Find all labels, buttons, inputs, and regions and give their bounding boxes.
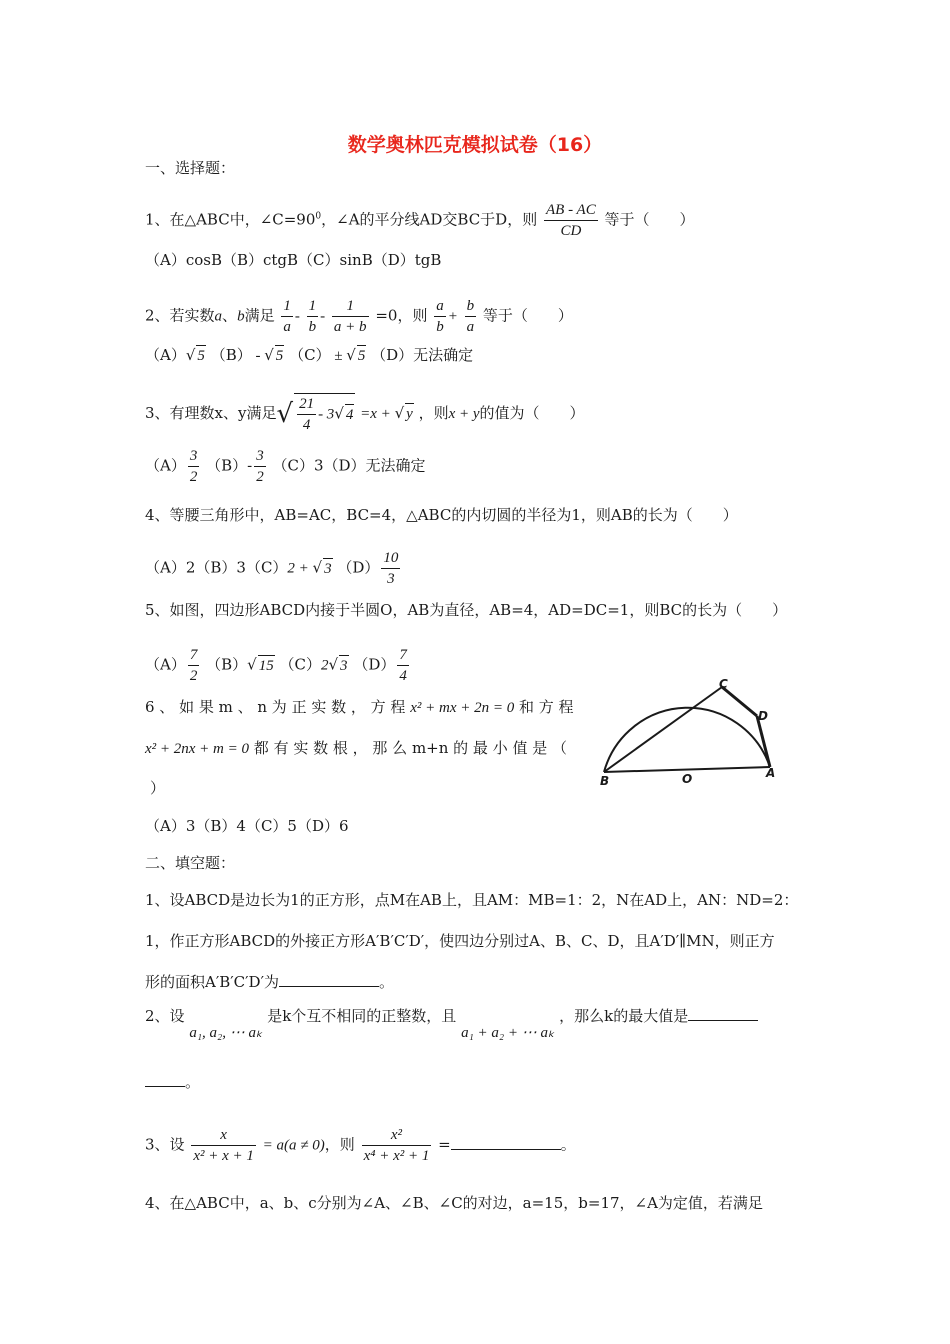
question-4: 4、等腰三角形中，AB=AC，BC=4，△ABC的内切圆的半径为1，则AB的长为（ ）	[145, 506, 738, 524]
f1-l3: 形的面积A′B′C′D′为	[145, 973, 279, 991]
q3-r4: 4	[345, 404, 355, 425]
f3-eq2: =	[438, 1135, 451, 1154]
q2-sep: 、	[222, 306, 238, 325]
question-1	[145, 200, 695, 241]
q5-root-c: 3	[339, 655, 349, 676]
fill-3-blank[interactable]	[451, 1135, 561, 1150]
q3-frac-b: $\frac{3}{2}$	[256, 448, 264, 485]
q2-post: =0，则	[375, 306, 428, 325]
q3-pre: 3、有理数x、y满足	[145, 404, 277, 422]
q2-opt-b: （B）	[210, 346, 252, 364]
q1-fraction	[544, 200, 598, 241]
fill-2-blank-a[interactable]	[688, 1006, 758, 1021]
q1-pre: 1、在△ABC中，∠C=90	[145, 210, 316, 229]
f2-post: ，那么k的最大值是	[559, 1007, 689, 1025]
q2-mid: 满足	[244, 306, 275, 325]
fill-2-cont	[145, 1072, 200, 1092]
q2-frac-ba: $\frac{b}{a}$	[466, 298, 475, 335]
q1-post: 等于（ ）	[604, 210, 695, 229]
fill-2	[145, 1006, 758, 1041]
q2-options: （A）√ 5 （B） - √ 5 （C） ± √ 5 （D）无法确定	[145, 346, 474, 364]
q5-root-b: 15	[258, 655, 275, 676]
q1-deg: 0	[315, 211, 322, 222]
q3-post: ，则	[418, 404, 449, 422]
q2-a: a	[214, 308, 223, 325]
question-3: 3、有理数x、y满足√ $\frac{21}{4}$ - 3√ 4 =x + √ y ，则x + y的值为（ ）	[145, 393, 585, 435]
q5-options: （A） $\frac{7}{2}$ （B）√ 15 （C）2√ 3 （D） $\frac{7}{4}$	[145, 647, 407, 684]
q3-frac-a: $\frac{3}{2}$	[189, 448, 198, 485]
q6-l2: 都 有 实 数 根 ， 那 么 m+n 的 最 小 值 是 （	[253, 739, 568, 757]
f3-pre: 3、设	[145, 1135, 185, 1154]
q5-opt-a: （A）	[145, 655, 186, 674]
f3-mid: ，则	[324, 1135, 355, 1154]
f3-end: 。	[560, 1135, 576, 1154]
label-o: O	[682, 772, 693, 786]
q3-num: 21	[297, 394, 316, 415]
fill-3	[145, 1125, 576, 1166]
fill-1-line-2: 1，作正方形ABCD的外接正方形A′B′C′D′，使四边分别过A、B、C、D，且A′D′∥MN，则正方	[145, 932, 775, 950]
q2-frac-1a: $\frac{1}{a}$	[283, 298, 291, 335]
fill-1-line-3	[145, 972, 394, 992]
q6-l1b: 和 方 程	[519, 698, 574, 716]
chord-bc	[604, 687, 722, 772]
q4-options: （A）2（B）3（C）2 + √ 3 （D） $\frac{10}{3}$	[145, 550, 399, 587]
q6-options: （A）3（B）4（C）5（D）6	[145, 817, 349, 835]
question-6-line-2	[145, 738, 567, 759]
q2-opt-a: （A）	[145, 346, 186, 364]
f2-mid: 是k个互不相同的正整数，且	[267, 1007, 457, 1025]
q4-frac-d: $\frac{10}{3}$	[383, 550, 399, 587]
question-5: 5、如图，四边形ABCD内接于半圆O，AB为直径，AB=4，AD=DC=1，则BC的长为（ ）	[145, 601, 788, 619]
q1-den: CD	[560, 223, 582, 239]
q3-xy: x + y	[448, 406, 480, 422]
q4-opt-abc: （A）2（B）3（C）	[145, 558, 288, 577]
q2-pre: 2、若实数	[145, 306, 215, 325]
choice-heading: 一、选择题：	[145, 159, 236, 177]
q6-eq1: x² + mx + 2n = 0	[410, 700, 515, 716]
q5-opt-c: （C）	[279, 655, 321, 674]
q5-frac-a: $\frac{7}{2}$	[189, 647, 198, 684]
q3-post2: 的值为（ ）	[479, 404, 585, 422]
q6-eq2: x² + 2nx + m = 0	[145, 741, 250, 757]
label-b: B	[600, 774, 610, 788]
q4-c: 2 +	[287, 560, 313, 577]
q2-frac-ab: $\frac{a}{b}$	[436, 298, 444, 335]
q5-c-pre: 2	[320, 657, 329, 674]
f3-frac-2: $\frac{\text{x²}}{\text{x⁴ + x² + 1}}$	[363, 1127, 430, 1164]
q3-den: 4	[302, 417, 311, 433]
q5-opt-b: （B）	[206, 655, 248, 674]
q3-radicand: $\frac{21}{4}$ - 3√ 4	[294, 393, 355, 435]
q6-l1a: 6 、 如 果 m 、 n 为 正 实 数 ， 方 程	[145, 698, 406, 716]
q3-opt-c: （C）3（D）无法确定	[272, 456, 426, 475]
q3-opt-b: （B）-	[206, 456, 253, 475]
q2-frac-1ab: $\frac{1}{a + b}$	[333, 298, 367, 335]
fill-1-blank[interactable]	[279, 972, 379, 987]
q4-opt-d: （D）	[337, 558, 380, 577]
label-a: A	[766, 766, 776, 780]
q5-opt-d: （D）	[353, 655, 396, 674]
question-6-line-1	[145, 697, 574, 718]
q3-opt-a: （A）	[145, 456, 186, 475]
page-title: 数学奥林匹克模拟试卷（16）	[347, 134, 603, 156]
question-2: 2、若实数a、b满足 $\frac{1}{a}$ - $\frac{1}{b}$ - $\frac{1}{a + b}$ =0，则 $\frac{a}{b}$ + $\frac{b}{a}$ 等于（ ）	[145, 298, 573, 335]
q2-root-b: 5	[275, 345, 285, 366]
label-c: C	[719, 677, 728, 691]
q5-frac-d: $\frac{7}{4}$	[399, 647, 407, 684]
chord-cd	[722, 687, 757, 716]
q2-b: b	[237, 308, 245, 325]
q4-root: 3	[323, 558, 333, 579]
semicircle-arc	[604, 708, 770, 772]
chord-da	[757, 716, 770, 767]
q2-opt-d: （D）无法确定	[371, 346, 474, 364]
q3-mid: - 3	[318, 406, 335, 423]
q3-ry: y	[405, 403, 414, 424]
f1-end: 。	[378, 973, 394, 991]
f3-eq: = a(a ≠ 0)	[262, 1137, 325, 1154]
f3-frac-1: $\frac{x}{\text{x² + x + 1}}$	[193, 1127, 254, 1164]
q1-mid: ，∠A的平分线AD交BC于D，则	[321, 210, 538, 229]
q2-post2: 等于（ ）	[482, 306, 573, 325]
q2-root-a: 5	[196, 345, 206, 366]
fill-1-line-1: 1、设ABCD是边长为1的正方形，点M在AB上，且AM：MB=1：2，N在AD上，AN：ND=2：	[145, 891, 799, 909]
f2-seq: a₁, a₂, ⋯ aₖ	[189, 1025, 263, 1041]
semicircle-figure	[592, 676, 792, 788]
q2-root-c: 5	[357, 345, 367, 366]
question-6-line-3: ）	[150, 779, 166, 797]
q1-num: AB - AC	[544, 200, 598, 221]
q2-frac-1b: $\frac{1}{b}$	[308, 298, 317, 335]
fill-heading: 二、填空题：	[145, 854, 236, 872]
f2-end: 。	[185, 1073, 201, 1091]
q2-opt-c: （C）	[289, 346, 331, 364]
q3-options	[145, 446, 426, 487]
fill-4: 4、在△ABC中，a、b、c分别为∠A、∠B、∠C的对边，a=15，b=17，∠A为定值，若满足	[145, 1194, 763, 1212]
f2-sum: a₁ + a₂ + ⋯ aₖ	[461, 1025, 555, 1041]
q1-options: （A）cosB（B）ctgB（C）sinB（D）tgB	[145, 251, 442, 269]
label-d: D	[758, 709, 768, 723]
q3-eq: =x +	[360, 406, 395, 422]
f2-pre: 2、设	[145, 1007, 185, 1025]
fill-2-blank-b[interactable]	[145, 1072, 185, 1087]
